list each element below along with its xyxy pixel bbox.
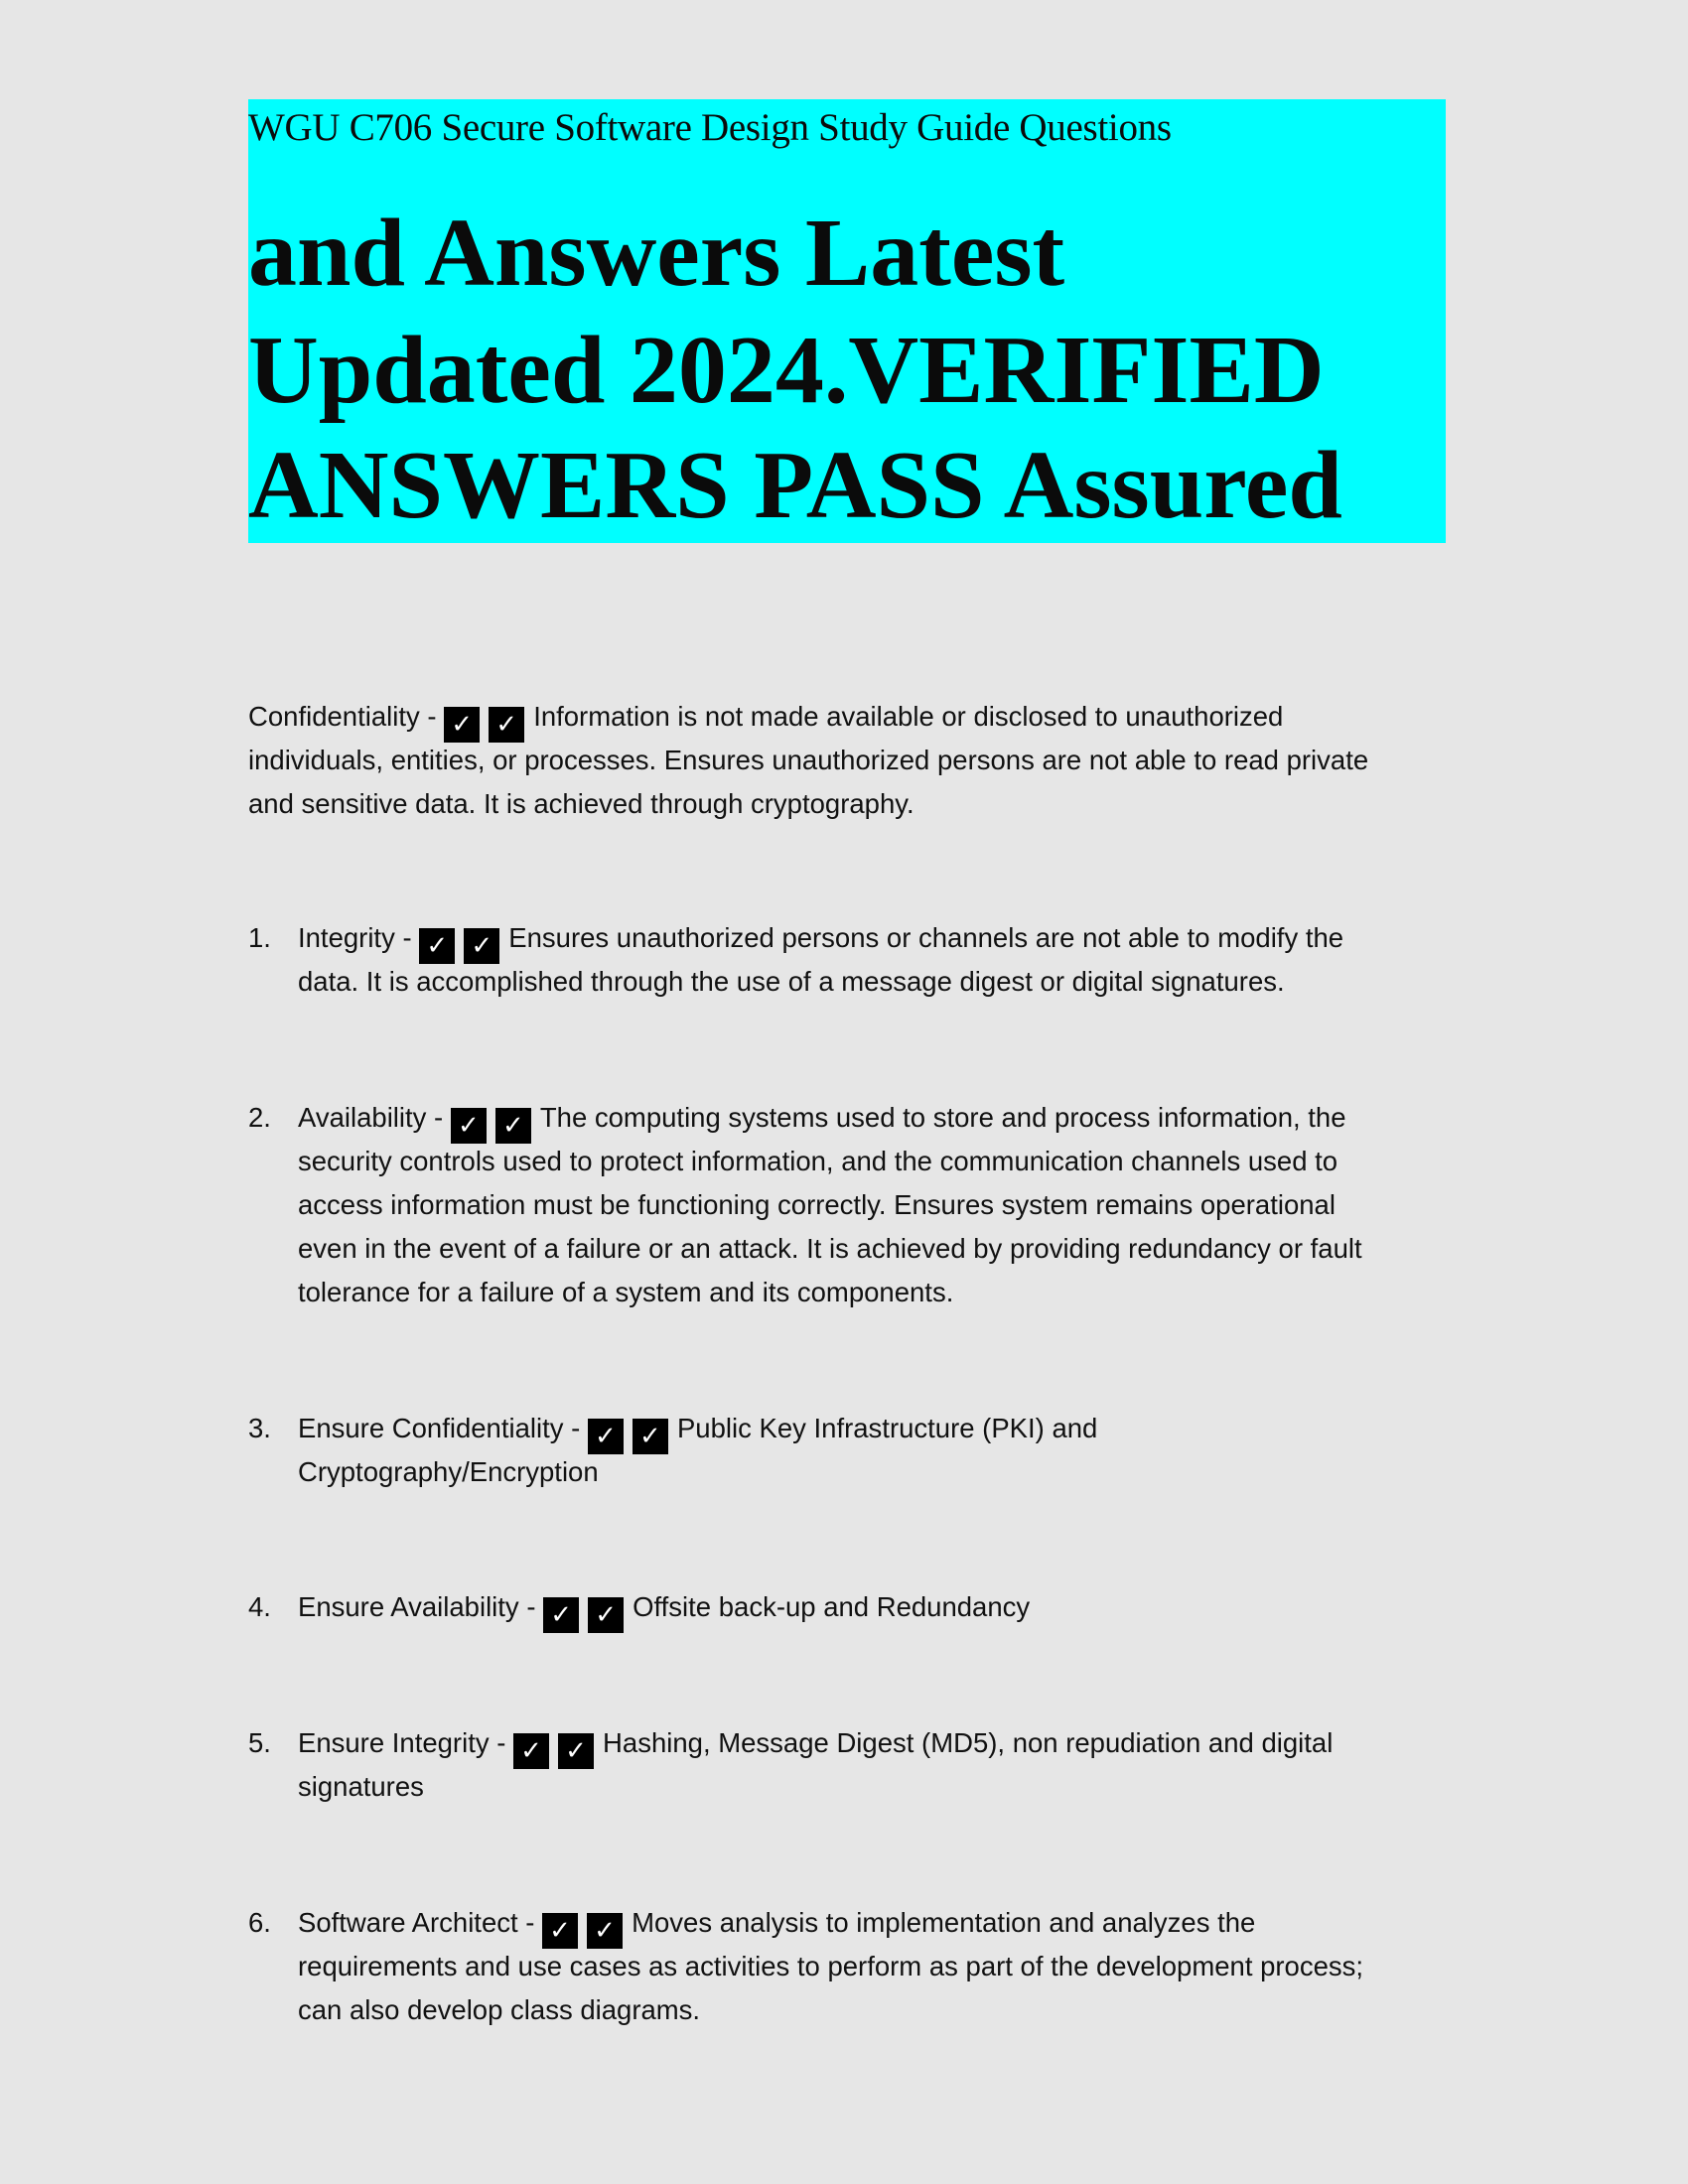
paragraph-line: security controls used to protect information, and the communication channels used to	[298, 1146, 1338, 1176]
checkmark-icon: ✓	[558, 1733, 594, 1769]
title-line: Updated 2024.VERIFIED	[248, 317, 1325, 424]
list-number: 3.	[248, 1413, 271, 1443]
checkmark-icon: ✓	[489, 707, 524, 743]
checkmark-icon: ✓	[588, 1419, 624, 1454]
list-number: 5.	[248, 1727, 271, 1758]
definition-text: Moves analysis to implementation and analyzes the	[632, 1907, 1256, 1938]
title-line: and Answers Latest	[248, 200, 1065, 307]
term: Software Architect -	[298, 1907, 543, 1938]
paragraph-line: tolerance for a failure of a system and its components.	[298, 1277, 954, 1307]
definition-text: The computing systems used to store and process information, the	[539, 1102, 1346, 1133]
intro-paragraph	[248, 695, 1368, 826]
paragraph-line	[248, 695, 1368, 739]
list-item	[298, 1901, 1363, 2032]
list-item	[298, 1585, 1030, 1629]
checkmark-icon: ✓	[588, 1597, 624, 1633]
paragraph-line: data. It is accomplished through the use of a message digest or digital signatures.	[298, 966, 1285, 997]
paragraph-line: Cryptography/Encryption	[298, 1456, 599, 1487]
definition-text: Hashing, Message Digest (MD5), non repudiation and digital	[603, 1727, 1334, 1758]
definition-text: Ensures unauthorized persons or channels are not able to modify the	[508, 922, 1344, 953]
checkmark-icon: ✓	[633, 1419, 668, 1454]
checkmark-icon: ✓	[587, 1913, 623, 1949]
checkmark-icon: ✓	[451, 1108, 487, 1144]
term: Integrity -	[298, 922, 420, 953]
term: Ensure Confidentiality -	[298, 1413, 588, 1443]
term: Confidentiality -	[248, 701, 445, 732]
checkmark-icon: ✓	[513, 1733, 549, 1769]
list-number: 4.	[248, 1591, 271, 1622]
paragraph-line: can also develop class diagrams.	[298, 1994, 701, 2025]
paragraph-line: individuals, entities, or processes. Ensures unauthorized persons are not able to read private	[248, 745, 1369, 775]
paragraph-line: even in the event of a failure or an attack. It is achieved by providing redundancy or fault	[298, 1233, 1362, 1264]
paragraph-line	[298, 1585, 1030, 1629]
definition-text: Public Key Infrastructure (PKI) and	[676, 1413, 1098, 1443]
definition-text: Information is not made available or disclosed to unauthorized	[533, 701, 1284, 732]
checkmark-icon: ✓	[542, 1913, 578, 1949]
list-number: 1.	[248, 922, 271, 953]
list-item	[298, 1721, 1333, 1809]
checkmark-icon: ✓	[543, 1597, 579, 1633]
paragraph-line: and sensitive data. It is achieved through cryptography.	[248, 788, 914, 819]
term: Availability -	[298, 1102, 451, 1133]
title-subtitle: WGU C706 Secure Software Design Study Guide Questions	[248, 106, 1172, 149]
term: Ensure Availability -	[298, 1591, 544, 1622]
list-item	[298, 1096, 1362, 1314]
list-item	[298, 916, 1343, 1004]
checkmark-icon: ✓	[495, 1108, 531, 1144]
paragraph-line	[298, 1096, 1362, 1140]
list-number: 6.	[248, 1907, 271, 1938]
document-title-block	[248, 99, 1446, 543]
checkmark-icon: ✓	[464, 928, 499, 964]
checkmark-icon: ✓	[444, 707, 480, 743]
paragraph-line	[298, 1721, 1333, 1765]
checkmark-icon: ✓	[419, 928, 455, 964]
paragraph-line: signatures	[298, 1771, 424, 1802]
paragraph-line	[298, 916, 1343, 960]
definition-text: Offsite back-up and Redundancy	[633, 1591, 1031, 1622]
list-number: 2.	[248, 1102, 271, 1133]
paragraph-line	[298, 1407, 1097, 1450]
paragraph-line	[298, 1901, 1363, 1945]
title-line: ANSWERS PASS Assured	[248, 432, 1342, 539]
list-item	[298, 1407, 1097, 1494]
paragraph-line: access information must be functioning correctly. Ensures system remains operational	[298, 1189, 1336, 1220]
term: Ensure Integrity -	[298, 1727, 514, 1758]
paragraph-line: requirements and use cases as activities to perform as part of the development process;	[298, 1951, 1364, 1981]
